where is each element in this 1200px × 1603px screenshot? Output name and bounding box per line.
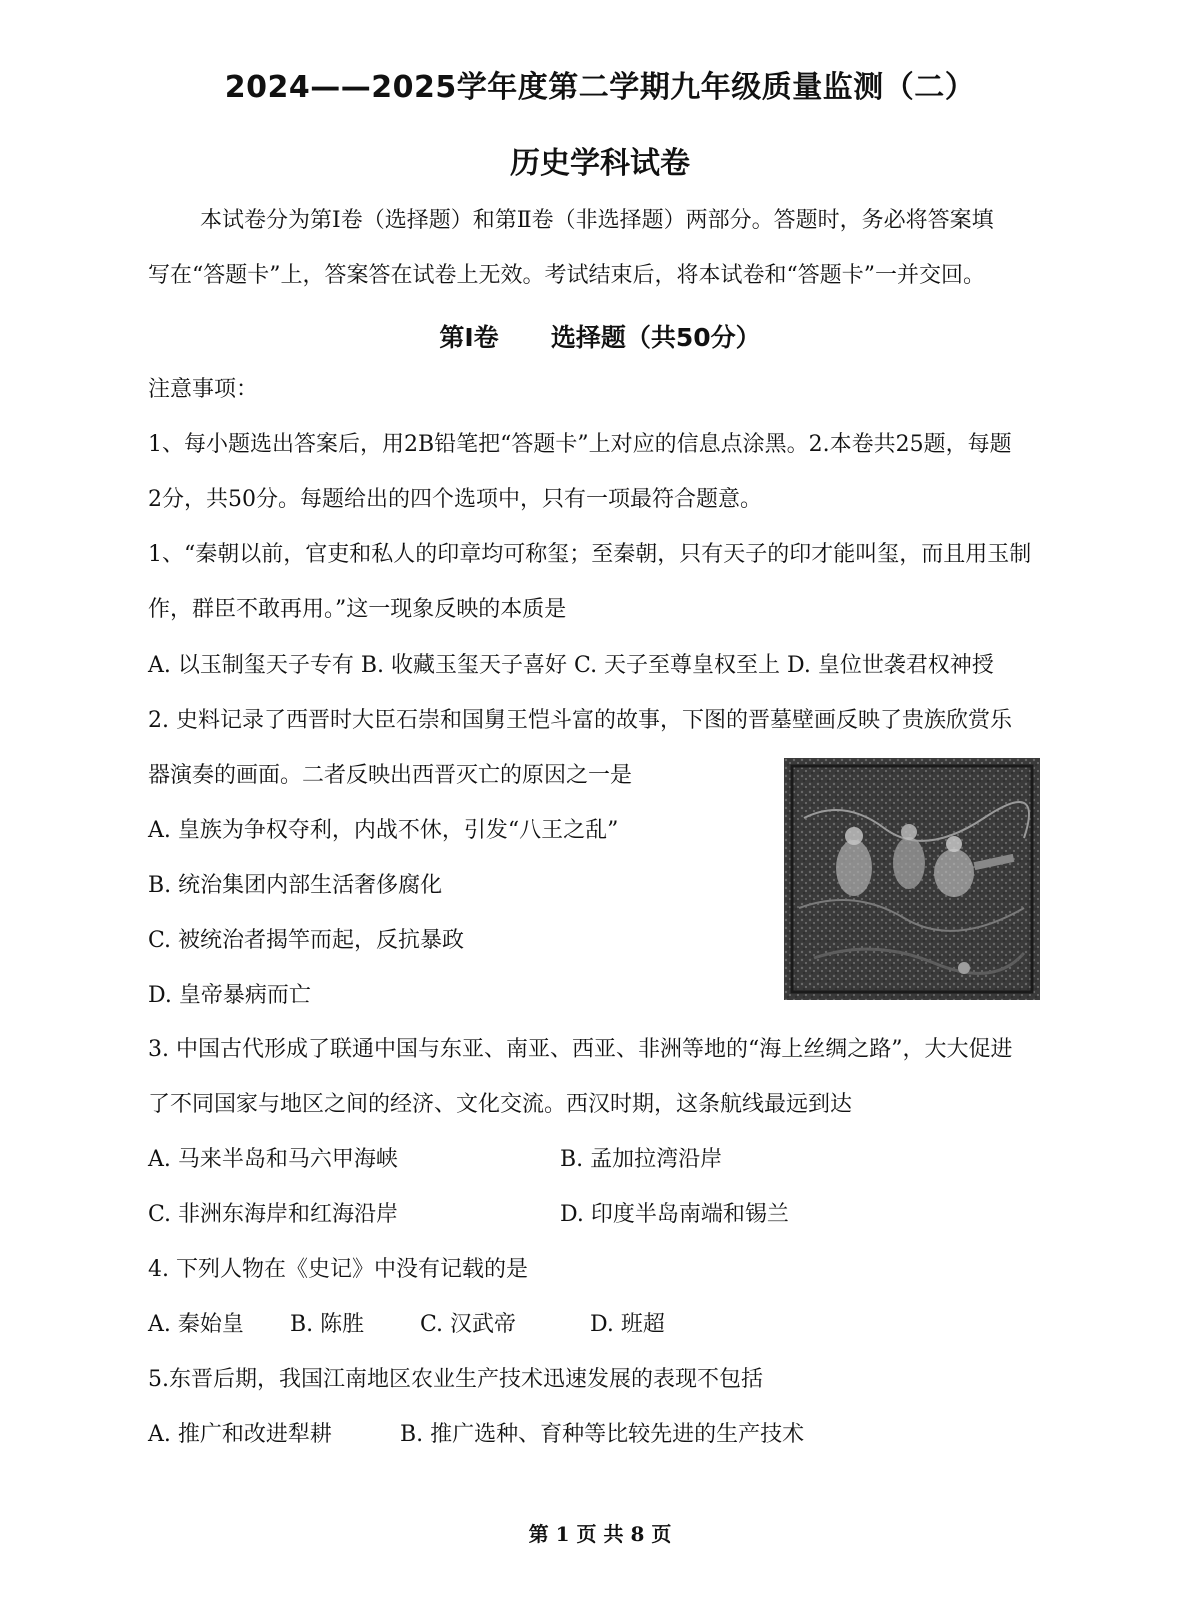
q2-option-d: D. 皇帝暴病而亡: [148, 983, 311, 1008]
q4-option-a: A. 秦始皇: [148, 1312, 244, 1337]
section-heading: 第Ⅰ卷 选择题（共50分）: [439, 323, 761, 352]
exam-title: 2024——2025学年度第二学期九年级质量监测（二）: [224, 70, 976, 105]
q5-stem: 5.东晋后期，我国江南地区农业生产技术迅速发展的表现不包括: [148, 1367, 763, 1392]
q3-stem-2: 了不同国家与地区之间的经济、文化交流。西汉时期，这条航线最远到达: [148, 1092, 853, 1117]
q2-stem-1: 2. 史料记录了西晋时大臣石崇和国舅王恺斗富的故事，下图的晋墓壁画反映了贵族欣赏乐: [148, 708, 1012, 733]
intro-line-2: 写在“答题卡”上，答案答在试卷上无效。考试结束后，将本试卷和“答题卡”一并交回。: [148, 263, 985, 288]
intro-line-1: 本试卷分为第Ⅰ卷（选择题）和第Ⅱ卷（非选择题）两部分。答题时，务必将答案填: [200, 208, 994, 233]
q3-option-b: B. 孟加拉湾沿岸: [560, 1147, 723, 1172]
q3-option-d: D. 印度半岛南端和锡兰: [560, 1202, 789, 1227]
q4-option-b: B. 陈胜: [290, 1312, 365, 1337]
q2-option-c: C. 被统治者揭竿而起，反抗暴政: [148, 928, 465, 953]
notes-line-1: 1、每小题选出答案后，用2B铅笔把“答题卡”上对应的信息点涂黑。2.本卷共25题，每题: [148, 432, 1012, 457]
q1-stem-1: 1、“秦朝以前，官吏和私人的印章均可称玺；至秦朝，只有天子的印才能叫玺，而且用玉制: [148, 542, 1032, 567]
notes-line-2: 2分，共50分。每题给出的四个选项中，只有一项最符合题意。: [148, 487, 762, 512]
q3-stem-1: 3. 中国古代形成了联通中国与东亚、南亚、西亚、非洲等地的“海上丝绸之路”，大大促进: [148, 1037, 1013, 1062]
notes-heading: 注意事项：: [148, 377, 259, 402]
q4-option-c: C. 汉武帝: [420, 1312, 517, 1337]
q1-options: A. 以玉制玺天子专有 B. 收藏玉玺天子喜好 C. 天子至尊皇权至上 D. 皇位世袭君权神授: [148, 653, 994, 678]
tomb-mural-image: [784, 758, 1040, 1000]
page-footer: 第 1 页 共 8 页: [528, 1522, 672, 1546]
q5-option-b: B. 推广选种、育种等比较先进的生产技术: [400, 1422, 805, 1447]
q3-option-c: C. 非洲东海岸和红海沿岸: [148, 1202, 399, 1227]
q2-option-a: A. 皇族为争权夺利，内战不休，引发“八王之乱”: [148, 818, 619, 843]
subject-title: 历史学科试卷: [510, 146, 690, 181]
q4-option-d: D. 班超: [590, 1312, 665, 1337]
q2-option-b: B. 统治集团内部生活奢侈腐化: [148, 873, 443, 898]
q4-stem: 4. 下列人物在《史记》中没有记载的是: [148, 1257, 528, 1282]
q1-stem-2: 作，群臣不敢再用。”这一现象反映的本质是: [148, 597, 567, 622]
q5-option-a: A. 推广和改进犁耕: [148, 1422, 332, 1447]
q3-option-a: A. 马来半岛和马六甲海峡: [148, 1147, 398, 1172]
q2-stem-2: 器演奏的画面。二者反映出西晋灭亡的原因之一是: [148, 763, 633, 788]
